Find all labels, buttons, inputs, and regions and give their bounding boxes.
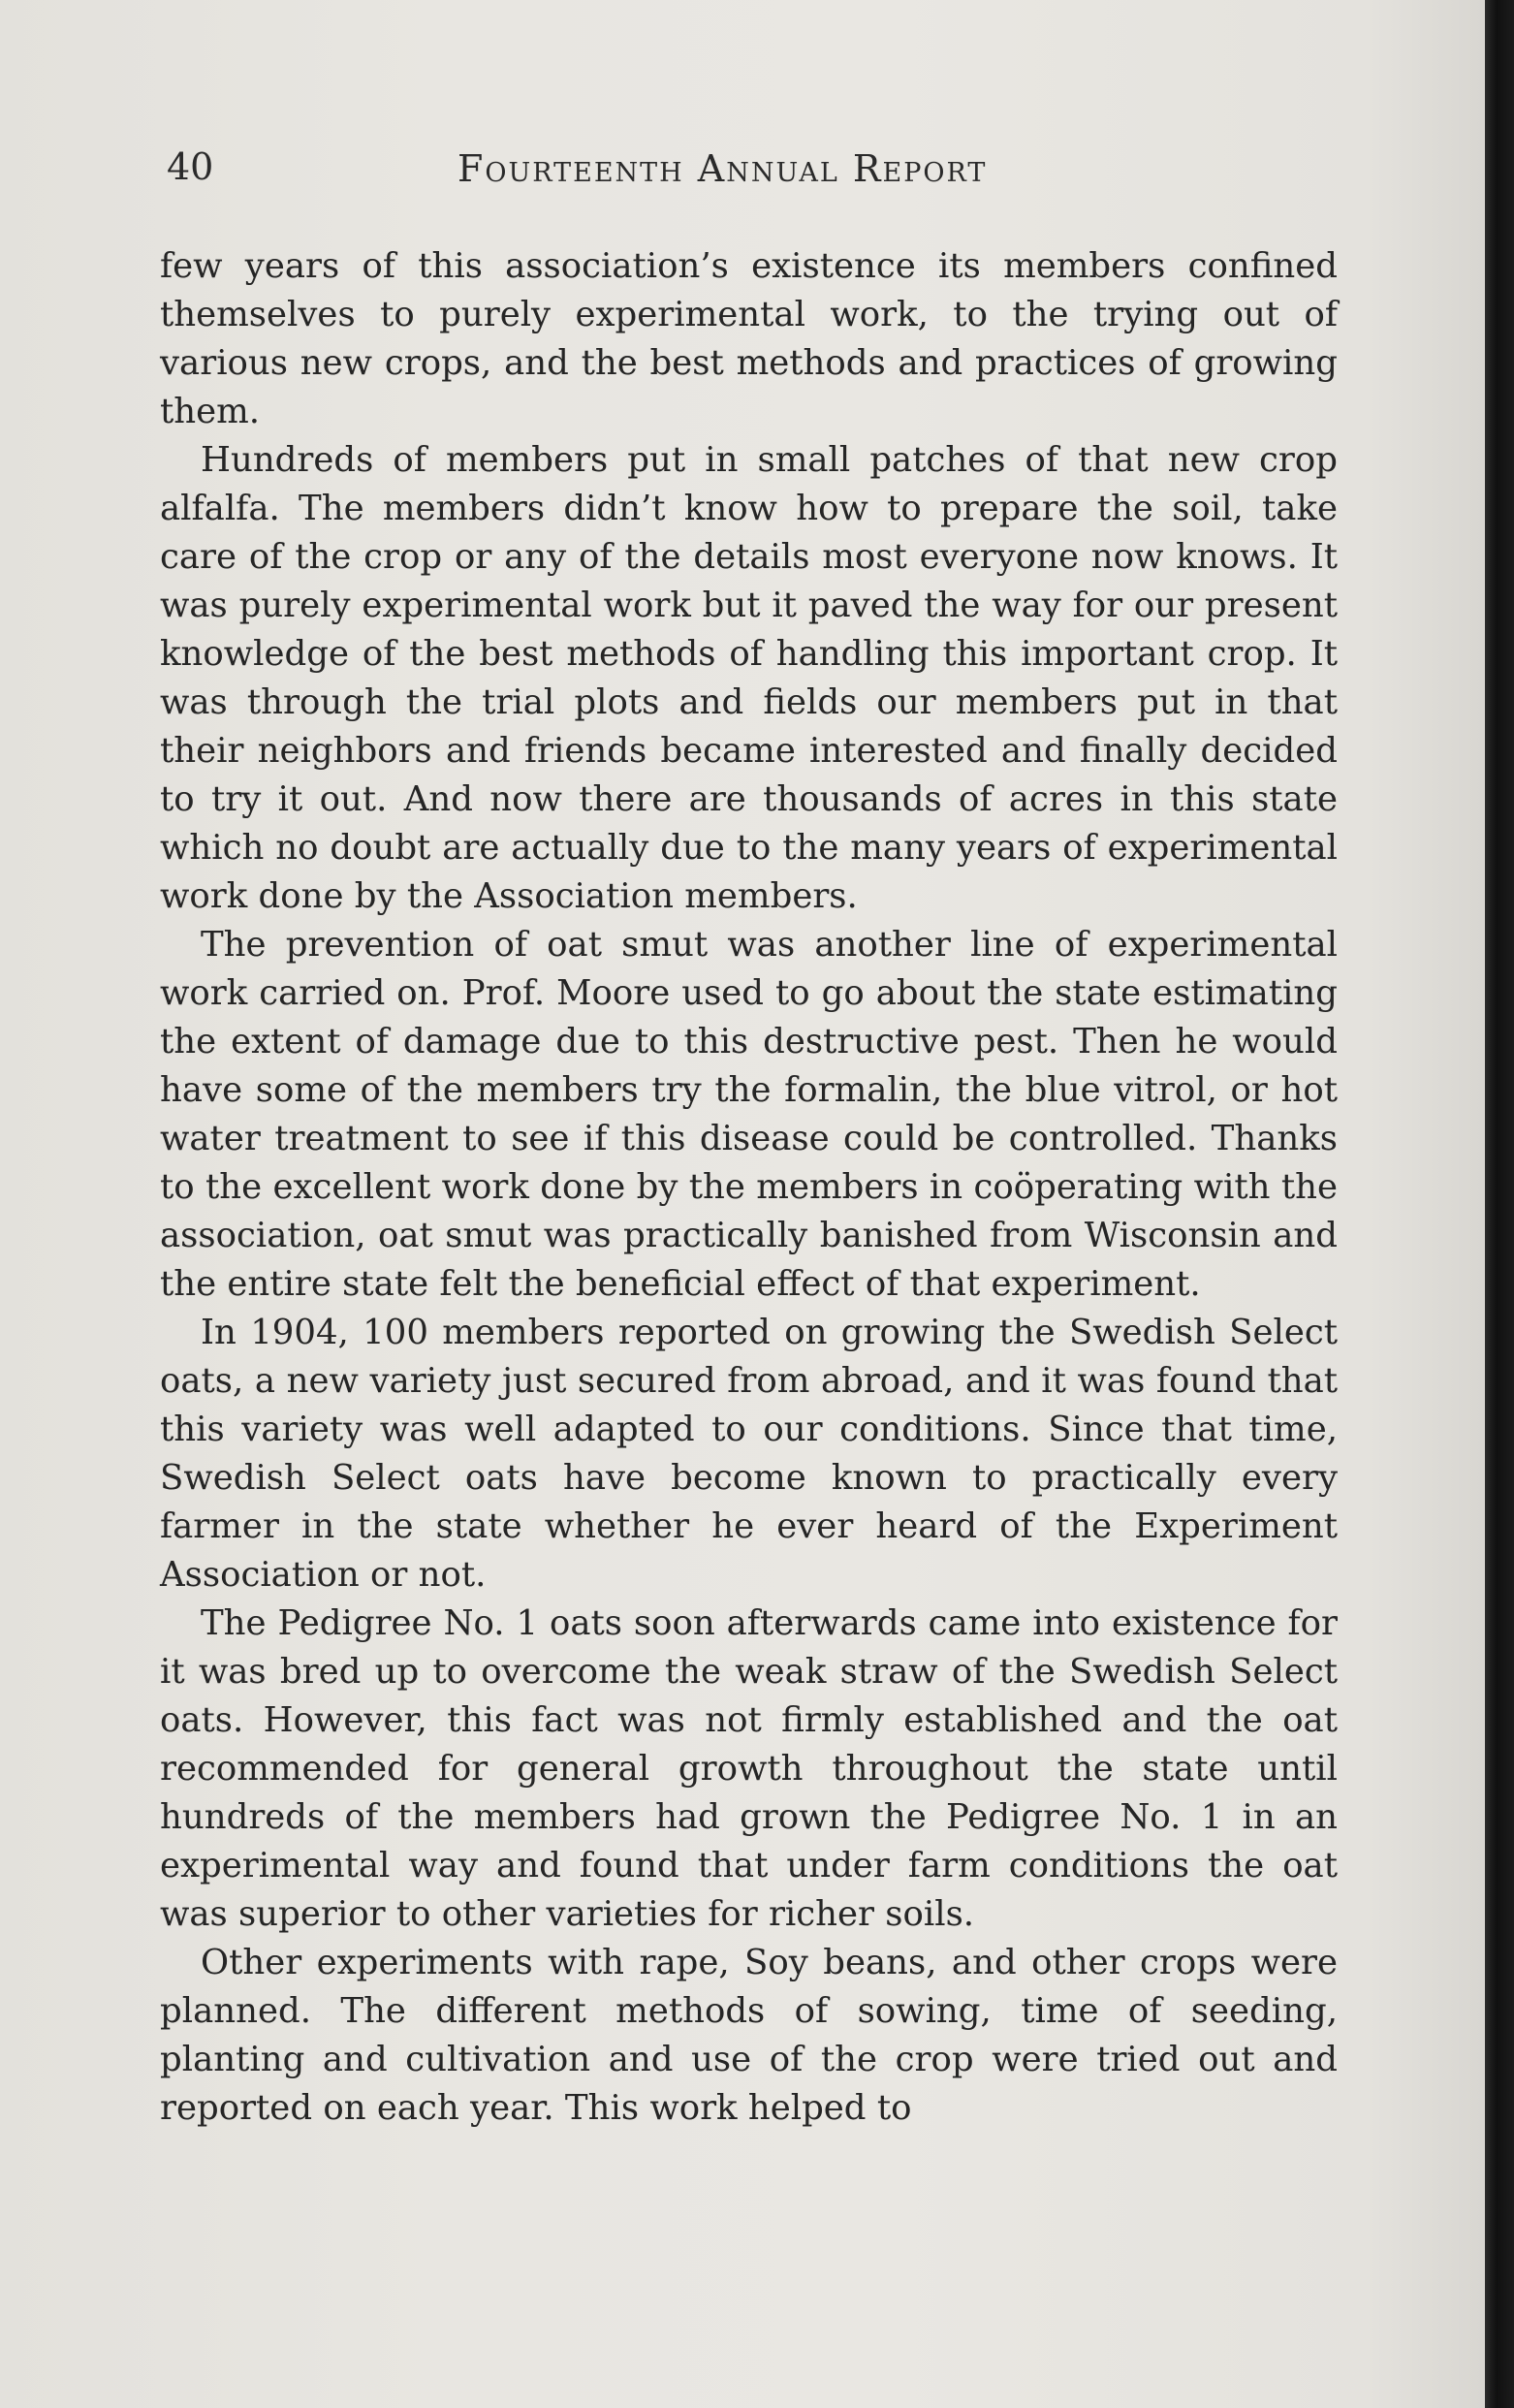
body-text (160, 242, 1338, 2133)
running-title: Fourteenth Annual Report (457, 147, 988, 190)
page-header (167, 145, 1340, 204)
paragraph-continued: few years of this association’s existence its members confined themselves to purely experimental work, to the trying out of various new crops, and the best methods and practices of growing them. (160, 246, 1338, 431)
paragraph-oat-smut: The prevention of oat smut was another line of experimental work carried on. Prof. Moore used to go about the state estimating the extent of damage due to this destructive pest. Then he would have some of the members try the formalin, the blue vitrol, or hot water treatment to see if this disease could be controlled. Thanks to the excellent work done by the members in coöperating with the association, oat smut was practically banished from Wisconsin and the entire state felt the beneficial effect of that experiment. (160, 925, 1338, 1304)
book-spine-edge (1485, 0, 1514, 2408)
paragraph-other-experiments: Other experiments with rape, Soy beans, and other crops were planned. The different methods of sowing, time of seeding, planting and cultivation and use of the crop were tried out and reported on each year. This work helped to (160, 1943, 1338, 2128)
paragraph-alfalfa: Hundreds of members put in small patches of that new crop alfalfa. The members didn’t know how to prepare the soil, take care of the crop or any of the details most everyone now knows. It was purely experimental work but it paved the way for our present knowledge of the best methods of handling this important crop. It was through the trial plots and fields our members put in that their neighbors and friends became interested and finally decided to try it out. And now there are thousands of acres in this state which no doubt are actually due to the many years of experimental work done by the Association members. (160, 440, 1338, 916)
paragraph-pedigree: The Pedigree No. 1 oats soon afterwards came into existence for it was bred up to overcome the weak straw of the Swedish Select oats. However, this fact was not firmly established and the oat recommended for general growth throughout the state until hundreds of the members had grown the Pedigree No. 1 in an experimental way and found that under farm conditions the oat was superior to other varieties for richer soils. (160, 1603, 1338, 1934)
page-number: 40 (167, 145, 214, 188)
paragraph-swedish-select: In 1904, 100 members reported on growing the Swedish Select oats, a new variety just secured from abroad, and it was found that this variety was well adapted to our conditions. Since that time, Swedish Select oats have become known to practically every farmer in the state whether he ever heard of the Experiment Association or not. (160, 1313, 1338, 1595)
